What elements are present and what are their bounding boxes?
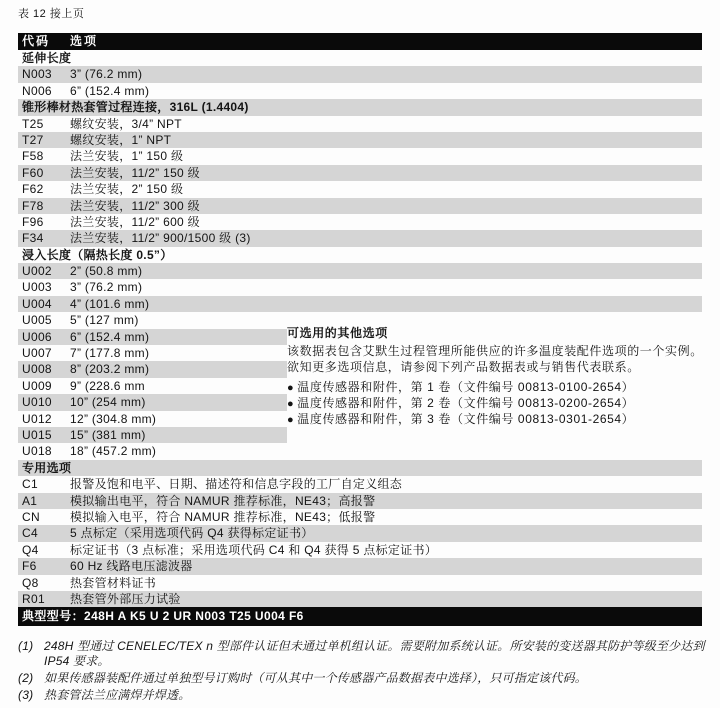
- code-cell: U012: [22, 411, 52, 426]
- table-row: [18, 148, 702, 164]
- code-cell: F60: [22, 165, 44, 180]
- code-cell: Q4: [22, 542, 39, 557]
- option-cell: 热套管材料证书: [70, 575, 157, 590]
- code-cell: T25: [22, 116, 44, 131]
- option-cell: 4” (101.6 mm): [70, 296, 150, 311]
- bullet-text: 温度传感器和附件，第 1 卷（文件编号 00813-0100-2654）: [297, 380, 635, 394]
- code-cell: U015: [22, 427, 52, 442]
- section-title: 锥形棒材热套管过程连接，316L (1.4404): [22, 100, 249, 115]
- table-row: [18, 476, 702, 492]
- footnote-text: 248H 型通过 CENELEC/TEX n 型部件认证但未通过单机组认证。需要附加系统认证。所安装的变送器其防护等级至少达到 IP54 要求。: [44, 639, 705, 668]
- table-row: [18, 230, 702, 246]
- table-row: [18, 165, 702, 181]
- side-note-title: 可选用的其他选项: [287, 326, 388, 340]
- option-cell: 9” (228.6 mm: [70, 378, 145, 393]
- table-row: [18, 443, 702, 459]
- column-header-option: 选项: [70, 34, 99, 48]
- code-cell: U009: [22, 378, 52, 393]
- table-row: [18, 525, 702, 541]
- section-title: 专用选项: [22, 460, 72, 475]
- option-cell: 法兰安装，11/2” 600 级: [70, 214, 200, 229]
- table-row: [18, 493, 702, 509]
- code-cell: CN: [22, 509, 40, 524]
- code-cell: F96: [22, 214, 44, 229]
- option-cell: 标定证书（3 点标准；采用选项代码 C4 和 Q4 获得 5 点标定证书）: [70, 542, 438, 557]
- code-cell: U018: [22, 444, 52, 459]
- code-cell: F58: [22, 149, 44, 164]
- code-cell: F34: [22, 231, 44, 246]
- option-cell: 6” (152.4 mm): [70, 329, 150, 344]
- code-cell: U005: [22, 313, 52, 328]
- option-cell: 12” (304.8 mm): [70, 411, 157, 426]
- option-cell: 螺纹安装，3/4” NPT: [70, 116, 182, 131]
- option-cell: 报警及饱和电平、日期、描述符和信息字段的工厂自定义组态: [70, 477, 403, 492]
- table-row: [18, 66, 702, 82]
- section-row: [18, 247, 702, 263]
- footnote: [18, 639, 710, 669]
- table-row: [18, 181, 702, 197]
- list-item: [287, 380, 706, 396]
- option-cell: 3” (76.2 mm): [70, 67, 143, 82]
- footnote: [18, 688, 710, 703]
- section-title: 浸入长度（隔热长度 0.5”）: [22, 247, 173, 262]
- bullet-icon: ●: [287, 398, 295, 410]
- typical-model-label: 典型型号：: [22, 609, 85, 624]
- bullet-text: 温度传感器和附件，第 3 卷（文件编号 00813-0301-2654）: [297, 412, 635, 426]
- typical-model-value: 248H A K5 U 2 UR N003 T25 U004 F6: [84, 609, 304, 624]
- option-cell: 8” (203.2 mm): [70, 362, 150, 377]
- code-cell: C1: [22, 477, 38, 492]
- footnote-marker: (1): [18, 639, 34, 653]
- code-cell: Q8: [22, 575, 39, 590]
- table-caption: 表 12 接上页: [18, 8, 85, 20]
- option-cell: 法兰安装，11/2” 300 级: [70, 198, 200, 213]
- list-item: [287, 396, 706, 412]
- bullet-icon: ●: [287, 414, 295, 426]
- code-cell: T27: [22, 132, 44, 147]
- code-cell: F78: [22, 198, 44, 213]
- code-cell: U008: [22, 362, 52, 377]
- code-cell: C4: [22, 526, 38, 541]
- footnote-marker: (2): [18, 671, 34, 685]
- option-cell: 3” (76.2 mm): [70, 280, 143, 295]
- column-header-code: 代码: [22, 34, 51, 48]
- option-cell: 热套管外部压力试验: [70, 591, 181, 606]
- table-row: [18, 575, 702, 591]
- code-cell: F6: [22, 559, 37, 574]
- footnote-text: 如果传感器装配件通过单独型号订购时（可从其中一个传感器产品数据表中选择），只可指定该代码。: [44, 671, 588, 685]
- option-cell: 法兰安装，11/2” 900/1500 级 (3): [70, 231, 251, 246]
- code-cell: R01: [22, 591, 45, 606]
- side-note: [287, 324, 706, 443]
- option-cell: 2” (50.8 mm): [70, 264, 143, 279]
- option-cell: 螺纹安装，1” NPT: [70, 132, 172, 147]
- table-row: [18, 591, 702, 607]
- footnotes: [18, 639, 710, 705]
- footnote-text: 热套管法兰应满焊并焊透。: [44, 688, 191, 702]
- section-row: [18, 50, 702, 66]
- footnote: [18, 671, 710, 686]
- option-cell: 60 Hz 线路电压滤波器: [70, 559, 193, 574]
- option-cell: 法兰安装，11/2” 150 级: [70, 165, 200, 180]
- code-cell: N006: [22, 83, 52, 98]
- code-cell: U010: [22, 395, 52, 410]
- option-cell: 模拟输入电平，符合 NAMUR 推荐标准，NE43；低报警: [70, 509, 376, 524]
- table-row: [18, 263, 702, 279]
- option-cell: 模拟输出电平，符合 NAMUR 推荐标准，NE43；高报警: [70, 493, 376, 508]
- option-cell: 法兰安装，1” 150 级: [70, 149, 184, 164]
- bullet-text: 温度传感器和附件，第 2 卷（文件编号 00813-0200-2654）: [297, 396, 635, 410]
- table-row: [18, 116, 702, 132]
- code-cell: N003: [22, 67, 52, 82]
- side-note-bullets: [287, 380, 706, 428]
- option-cell: 15” (381 mm): [70, 427, 146, 442]
- table-row: [18, 214, 702, 230]
- section-title: 延伸长度: [22, 51, 72, 65]
- section-row: [18, 99, 702, 115]
- table-row: [18, 279, 702, 295]
- code-cell: U004: [22, 296, 52, 311]
- table-row: [18, 509, 702, 525]
- option-cell: 法兰安装，2” 150 级: [70, 182, 184, 197]
- code-cell: A1: [22, 493, 38, 508]
- table-row: [18, 198, 702, 214]
- table-header-row: [18, 33, 702, 50]
- list-item: [287, 412, 706, 428]
- typical-model-bar: [18, 607, 702, 626]
- table-row: [18, 132, 702, 148]
- option-cell: 5” (127 mm): [70, 313, 139, 328]
- side-note-body: 该数据表包含艾默生过程管理所能供应的许多温度装配件选项的一个实例。欲知更多选项信息，请参阅下列产品数据表或与销售代表联系。: [287, 344, 703, 374]
- footnote-marker: (3): [18, 688, 34, 702]
- table-row: [18, 83, 702, 99]
- option-cell: 7” (177.8 mm): [70, 346, 150, 361]
- bullet-icon: ●: [287, 382, 295, 394]
- option-cell: 6” (152.4 mm): [70, 83, 150, 98]
- code-cell: F62: [22, 182, 44, 197]
- option-cell: 5 点标定（采用选项代码 Q4 获得标定证书）: [70, 526, 314, 541]
- code-cell: U003: [22, 280, 52, 295]
- table-row: [18, 542, 702, 558]
- option-cell: 18” (457.2 mm): [70, 444, 157, 459]
- code-cell: U007: [22, 346, 52, 361]
- section-row: [18, 460, 702, 476]
- table-row: [18, 296, 702, 312]
- code-cell: U006: [22, 329, 52, 344]
- table-row: [18, 558, 702, 574]
- code-cell: U002: [22, 264, 52, 279]
- option-cell: 10” (254 mm): [70, 395, 146, 410]
